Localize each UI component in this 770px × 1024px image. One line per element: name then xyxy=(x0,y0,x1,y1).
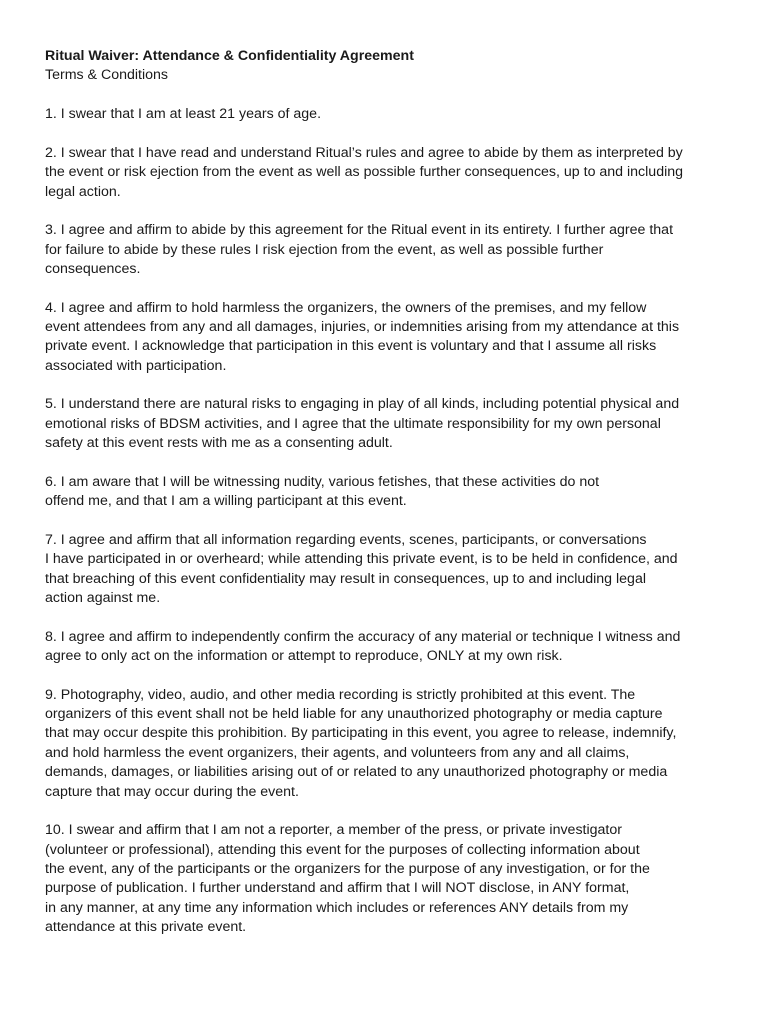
clause-line: offend me, and that I am a willing participant at this event. xyxy=(45,493,407,510)
clause-line: in any manner, at any time any information which includes or references ANY details from my xyxy=(45,899,629,916)
clause-8 xyxy=(45,628,735,667)
clause-line: 2. I swear that I have read and understand Ritual’s rules and agree to abide by them as interpreted by xyxy=(45,144,683,161)
clause-line: that breaching of this event confidentiality may result in consequences, up to and including legal xyxy=(45,570,646,587)
document-title: Ritual Waiver: Attendance & Confidentiality Agreement xyxy=(45,48,414,64)
clause-10 xyxy=(45,821,735,937)
clause-line: consequences. xyxy=(45,261,141,278)
clause-line: 9. Photography, video, audio, and other media recording is strictly prohibited at this event. The xyxy=(45,686,636,703)
waiver-document xyxy=(45,47,735,957)
clause-6 xyxy=(45,473,735,512)
clause-3 xyxy=(45,221,735,279)
clause-line: capture that may occur during the event. xyxy=(45,783,299,800)
clause-line: event attendees from any and all damages, injuries, or indemnities arising from my attendance at this xyxy=(45,319,680,336)
clause-line: (volunteer or professional), attending this event for the purposes of collecting information about xyxy=(45,841,640,858)
clause-line: attendance at this private event. xyxy=(45,919,247,936)
clause-line: safety at this event rests with me as a consenting adult. xyxy=(45,435,393,452)
clause-line: the event or risk ejection from the event as well as possible further consequences, up to and including xyxy=(45,164,684,181)
clause-line: and hold harmless the event organizers, their agents, and volunteers from any and all claims, xyxy=(45,744,630,761)
clause-line: emotional risks of BDSM activities, and I agree that the ultimate responsibility for my own personal xyxy=(45,415,661,432)
clause-line: action against me. xyxy=(45,590,161,607)
clause-line: I have participated in or overheard; while attending this private event, is to be held in confidence, and xyxy=(45,551,678,568)
clause-line: 5. I understand there are natural risks to engaging in play of all kinds, including potential physical and xyxy=(45,396,680,413)
clause-line: 10. I swear and affirm that I am not a reporter, a member of the press, or private investigator xyxy=(45,822,622,839)
clause-line: 6. I am aware that I will be witnessing nudity, various fetishes, that these activities do not xyxy=(45,473,600,490)
clause-line: for failure to abide by these rules I risk ejection from the event, as well as possible further xyxy=(45,241,604,258)
clause-line: private event. I acknowledge that participation in this event is voluntary and that I assume all risks xyxy=(45,338,657,355)
clause-line: the event, any of the participants or the organizers for the purpose of any investigation, or for the xyxy=(45,861,650,878)
clause-2 xyxy=(45,144,735,202)
clause-line: 3. I agree and affirm to abide by this agreement for the Ritual event in its entirety. I further agree that xyxy=(45,222,674,239)
clause-9 xyxy=(45,686,735,802)
clause-line: organizers of this event shall not be held liable for any unauthorized photography or media capture xyxy=(45,706,663,723)
clause-line: 7. I agree and affirm that all information regarding events, scenes, participants, or conversations xyxy=(45,531,647,548)
clause-4 xyxy=(45,299,735,377)
clause-line: agree to only act on the information or attempt to reproduce, ONLY at my own risk. xyxy=(45,648,563,665)
clause-5 xyxy=(45,395,735,453)
clause-line: that may occur despite this prohibition. By participating in this event, you agree to release, indemnify, xyxy=(45,725,677,742)
clause-line: 8. I agree and affirm to independently confirm the accuracy of any material or technique I witness and xyxy=(45,628,681,645)
clause-line: 1. I swear that I am at least 21 years of age. xyxy=(45,106,322,123)
clause-list xyxy=(45,105,735,938)
clause-line: purpose of publication. I further understand and affirm that I will NOT disclose, in ANY format, xyxy=(45,880,630,897)
clause-line: legal action. xyxy=(45,183,121,200)
clause-line: demands, damages, or liabilities arising out of or related to any unauthorized photography or media xyxy=(45,764,668,781)
clause-7 xyxy=(45,531,735,609)
clause-1 xyxy=(45,105,735,124)
document-subtitle: Terms & Conditions xyxy=(45,67,169,84)
clause-line: associated with participation. xyxy=(45,357,227,374)
clause-line: 4. I agree and affirm to hold harmless the organizers, the owners of the premises, and my fellow xyxy=(45,299,647,316)
